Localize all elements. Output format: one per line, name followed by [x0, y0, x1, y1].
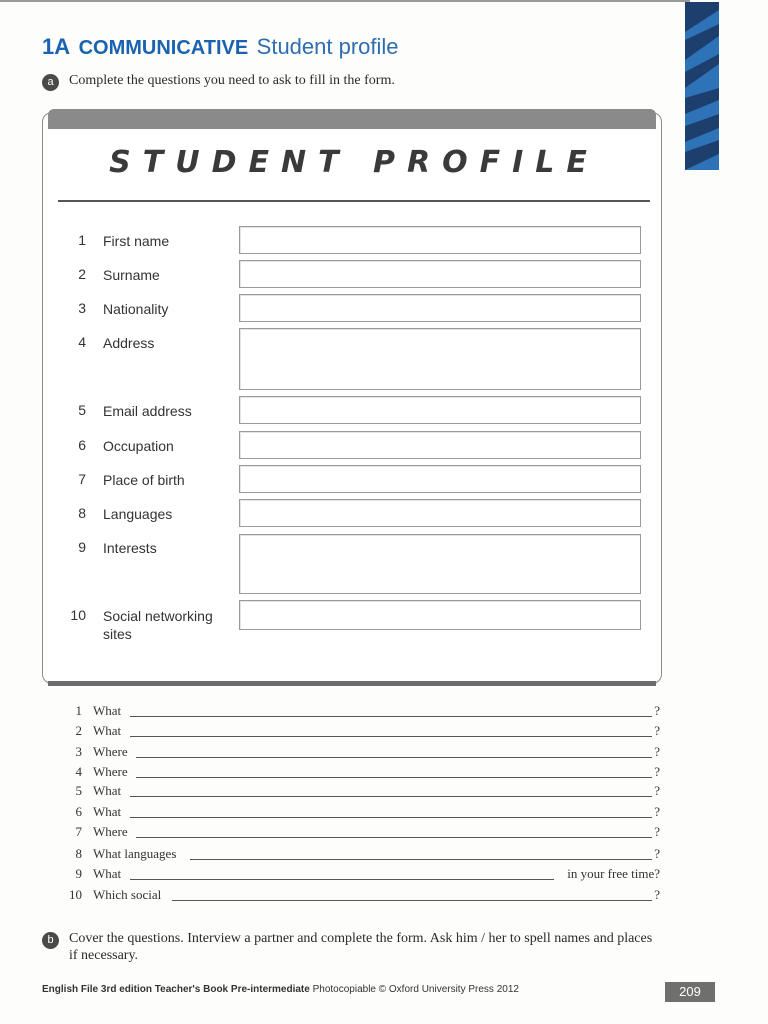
first-name-field[interactable]	[239, 226, 641, 254]
question-start: Which social	[93, 887, 162, 902]
question-number: 6	[75, 804, 82, 819]
field-number: 6	[78, 437, 86, 453]
question-end: ?	[654, 887, 660, 902]
field-label-email: Email address	[103, 403, 192, 419]
field-label-address: Address	[103, 335, 155, 351]
footer-credit	[42, 984, 519, 995]
answer-line[interactable]	[190, 859, 652, 860]
section-a-instruction: Complete the questions you need to ask to fill in the form.	[69, 73, 395, 88]
lesson-type: COMMUNICATIVE	[78, 37, 249, 59]
field-label-languages: Languages	[103, 506, 173, 522]
field-number: 8	[78, 505, 86, 521]
question-start: What	[93, 866, 122, 881]
question-end: ?	[654, 744, 660, 759]
field-label-interests: Interests	[103, 540, 157, 556]
answer-line[interactable]	[130, 796, 652, 797]
question-start: What	[93, 703, 122, 718]
answer-line[interactable]	[172, 900, 652, 901]
answer-line[interactable]	[136, 777, 652, 778]
question-end: ?	[654, 703, 660, 718]
page-number: 209	[665, 982, 715, 1002]
form-title-rule	[58, 200, 650, 202]
field-label-nationality: Nationality	[103, 301, 169, 317]
section-a-badge: a	[42, 74, 59, 91]
question-start: What	[93, 804, 122, 819]
address-field[interactable]	[239, 328, 641, 390]
field-number: 1	[78, 232, 86, 248]
question-start: Where	[93, 744, 128, 759]
form-title: STUDENT PROFILE	[109, 145, 599, 180]
question-start: What	[93, 783, 122, 798]
answer-line[interactable]	[130, 736, 652, 737]
answer-line[interactable]	[130, 817, 652, 818]
footer-book-title: English File 3rd edition Teacher's Book Pre-intermediate	[42, 984, 310, 995]
question-end: ?	[654, 783, 660, 798]
question-number: 8	[75, 846, 82, 861]
field-label-first-name: First name	[103, 233, 170, 249]
question-end: ?	[654, 764, 660, 779]
field-label-surname: Surname	[103, 267, 160, 283]
email-field[interactable]	[239, 396, 641, 424]
question-start: Where	[93, 824, 128, 839]
form-top-bar	[48, 109, 656, 129]
form-bottom-bar	[48, 681, 656, 686]
interests-field[interactable]	[239, 534, 641, 594]
surname-field[interactable]	[239, 260, 641, 288]
question-number: 1	[75, 703, 82, 718]
languages-field[interactable]	[239, 499, 641, 527]
field-number: 3	[78, 300, 86, 316]
question-number: 5	[75, 783, 82, 798]
question-number: 2	[75, 723, 82, 738]
section-b-badge: b	[42, 932, 59, 949]
question-end: ?	[654, 846, 660, 861]
question-start: Where	[93, 764, 128, 779]
field-number: 5	[78, 402, 86, 418]
lesson-code: 1A	[42, 34, 71, 59]
page-title	[42, 34, 399, 60]
field-label-social-networking: Social networking sites	[103, 608, 213, 642]
answer-line[interactable]	[136, 837, 652, 838]
question-number: 10	[69, 887, 82, 902]
question-end: ?	[654, 804, 660, 819]
field-label-occupation: Occupation	[103, 438, 174, 454]
question-end: in your free time?	[567, 866, 660, 881]
social-networking-field[interactable]	[239, 600, 641, 630]
question-number: 3	[75, 744, 82, 759]
field-number: 10	[70, 607, 86, 623]
field-number: 4	[78, 334, 86, 350]
place-of-birth-field[interactable]	[239, 465, 641, 493]
field-number: 7	[78, 471, 86, 487]
field-number: 9	[78, 539, 86, 555]
question-number: 7	[75, 824, 82, 839]
lesson-subtitle: Student profile	[256, 34, 399, 59]
question-number: 9	[75, 866, 82, 881]
field-label-place-of-birth: Place of birth	[103, 472, 185, 488]
question-end: ?	[654, 723, 660, 738]
question-number: 4	[75, 764, 82, 779]
answer-line[interactable]	[130, 716, 652, 717]
question-end: ?	[654, 824, 660, 839]
question-start: What	[93, 723, 122, 738]
section-b-instruction: Cover the questions. Interview a partner and complete the form. Ask him / her to spell names and places if necessary.	[69, 931, 653, 963]
answer-line[interactable]	[130, 879, 554, 880]
top-rule	[0, 0, 690, 2]
footer-copyright: Photocopiable © Oxford University Press 2012	[312, 984, 519, 995]
nationality-field[interactable]	[239, 294, 641, 322]
question-start: What languages	[93, 846, 177, 861]
answer-line[interactable]	[136, 757, 652, 758]
occupation-field[interactable]	[239, 431, 641, 459]
field-number: 2	[78, 266, 86, 282]
